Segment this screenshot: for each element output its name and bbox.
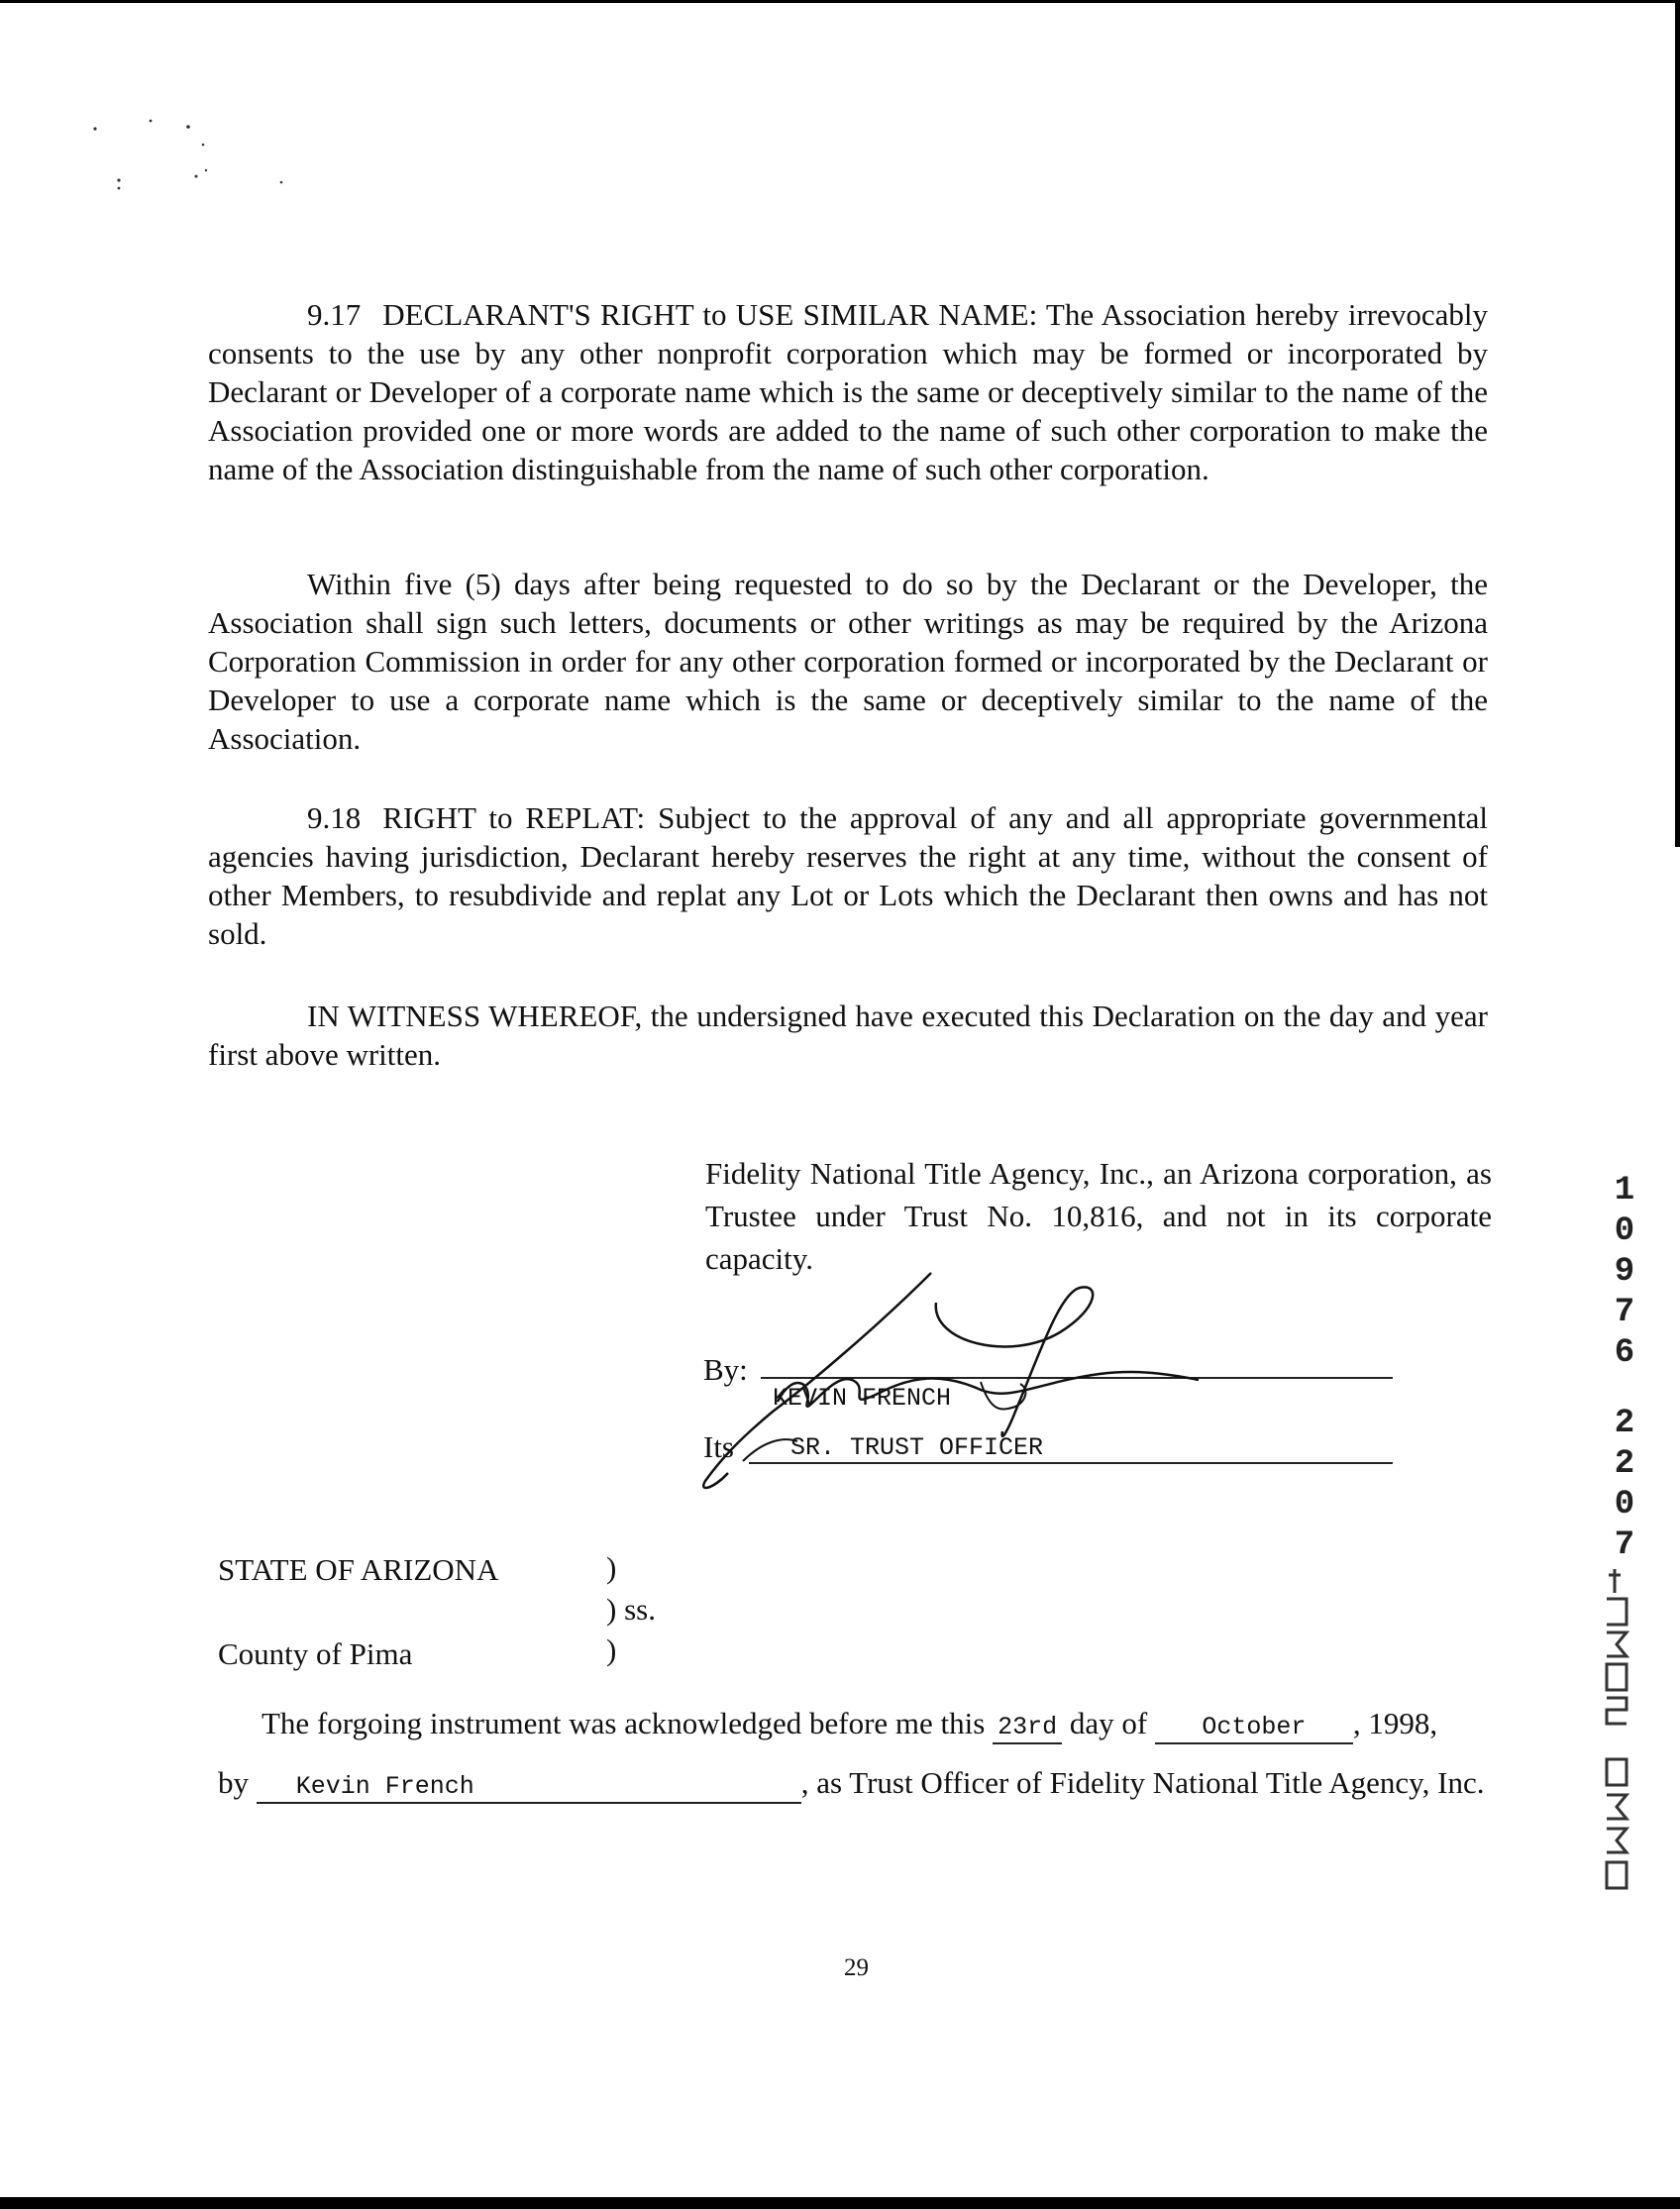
scan-edge-right [1675,0,1680,847]
scan-specks [79,109,307,198]
ack-text: , 1998, [1352,1706,1438,1740]
stamp-digit: 0 [1614,1486,1635,1524]
signatory-entity: Fidelity National Title Agency, Inc., an Arizona corporation, as Trustee under Trust No. 10,816, and not in its corporate capacity. [705,1156,1492,1276]
by-label: By: [703,1352,748,1387]
its-label: Its [703,1429,734,1464]
section-text: RIGHT to REPLAT: Subject to the approval of any and all appropriate governmental agencies having jurisdiction, Declarant hereby reserves the right at any time, without the consent of other Members, to resubdivide and replat any Lot or Lots which the Declarant then owns and has not sold. [208,800,1488,951]
stamp-digit: 0 [1614,1212,1635,1250]
paragraph-within-five-days [208,565,1488,758]
acknowledgment-line-1 [262,1706,1437,1744]
ack-text: , as Trust Officer of Fidelity National Title Agency, Inc. [800,1765,1485,1800]
venue-state: STATE OF ARIZONA [218,1552,499,1587]
paragraph-text: Within five (5) days after being requested to do so by the Declarant or the Developer, the Association shall sign such letters, documents or other writings as may be required by the Arizona Corporation Commission in order for any other corporation formed or incorporated by the Declarant or Developer to use a corporate name which is the same or deceptively similar to the name of the Association. [208,567,1488,756]
ack-text: day of [1069,1706,1148,1740]
acknowledgment-line-2 [218,1765,1484,1804]
section-9-17 [208,295,1488,488]
ack-day-field: 23rd [993,1713,1062,1744]
scan-edge-bottom [0,2197,1680,2209]
signer-title: SR. TRUST OFFICER [790,1433,1044,1462]
section-9-18 [208,798,1488,953]
stamp-digit: 2 [1614,1445,1635,1483]
venue-ss: ) ss. [606,1592,656,1627]
ack-text: by [218,1765,249,1800]
stamp-gap [1605,1374,1644,1404]
faint-margin-stamp [1597,1565,1640,1902]
scan-edge-top [0,0,1680,3]
page-number: 29 [844,1954,869,1981]
section-number: 9.18 [307,800,362,835]
stamp-digit: 6 [1614,1334,1635,1372]
margin-recording-stamp [1605,1171,1644,1566]
ack-text: The forgoing instrument was acknowledged before me this [262,1706,986,1740]
witness-text: IN WITNESS WHEREOF, the undersigned have executed this Declaration on the day and year first above written. [208,999,1488,1072]
venue-county: County of Pima [218,1636,413,1671]
stamp-digit: 1 [1614,1172,1635,1210]
stamp-digit: 7 [1614,1526,1635,1564]
stamp-digit: 2 [1614,1405,1635,1442]
handwritten-signature [683,1263,1238,1501]
venue-paren-bottom: ) [606,1632,617,1667]
signer-name: KEVIN FRENCH [773,1384,952,1413]
venue-paren-top: ) [606,1550,617,1585]
section-text: DECLARANT'S RIGHT to USE SIMILAR NAME: The Association hereby irrevocably consents to the use by any other nonprofit corporation which may be formed or incorporated by Declarant or Developer of a corporate name which is the same or deceptively similar to the name of the Association provided one or more words are added to the name of such other corporation to make the name of the Association distinguishable from the name of such other corporation. [208,297,1488,486]
ack-person-field: Kevin French [257,1772,801,1804]
witness-clause [208,997,1488,1074]
stamp-digit: 7 [1614,1294,1635,1331]
stamp-digit: 9 [1614,1253,1635,1291]
section-number: 9.17 [307,297,362,332]
ack-month-field: October [1155,1713,1353,1744]
